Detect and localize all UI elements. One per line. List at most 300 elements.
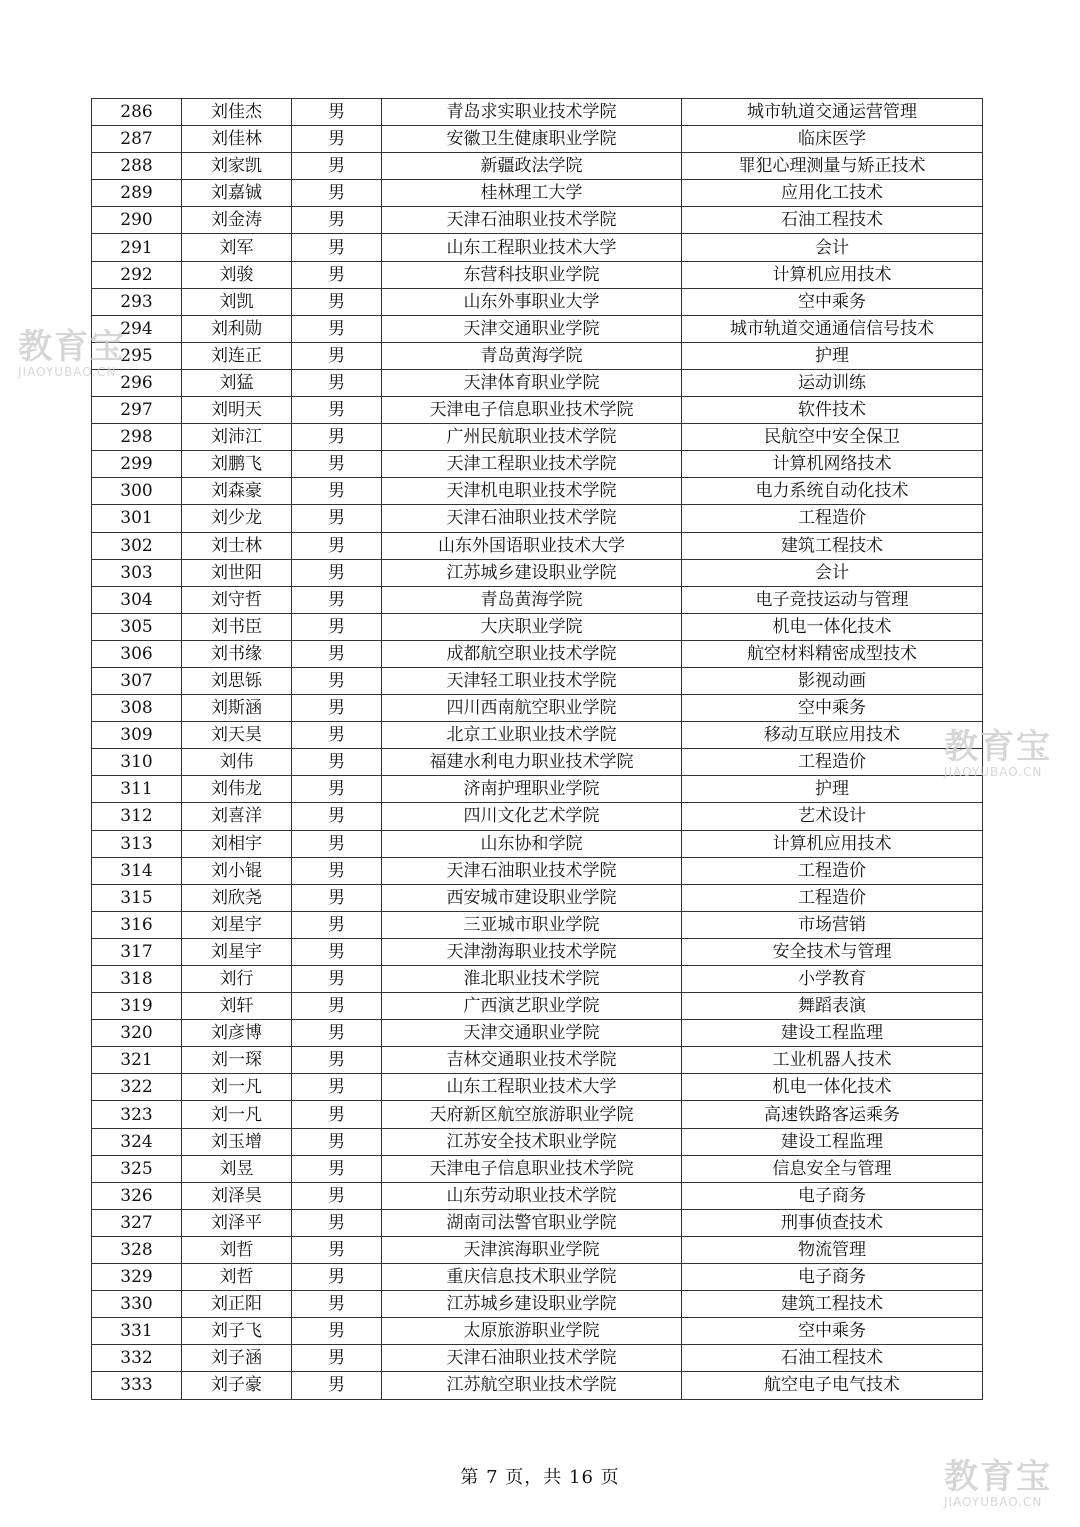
major-cell: 移动互联应用技术	[682, 722, 983, 749]
student-name-cell: 刘伟龙	[182, 776, 292, 803]
row-number-cell: 287	[92, 126, 182, 153]
student-name-cell: 刘森豪	[182, 478, 292, 505]
major-cell: 物流管理	[682, 1236, 983, 1263]
table-row	[92, 1345, 983, 1372]
student-name-cell: 刘士林	[182, 532, 292, 559]
gender-cell: 男	[292, 803, 382, 830]
major-cell: 石油工程技术	[682, 1345, 983, 1372]
gender-cell: 男	[292, 1291, 382, 1318]
student-name-cell: 刘凯	[182, 288, 292, 315]
row-number-cell: 318	[92, 966, 182, 993]
major-cell: 工程造价	[682, 505, 983, 532]
major-cell: 软件技术	[682, 397, 983, 424]
gender-cell: 男	[292, 1047, 382, 1074]
student-name-cell: 刘明天	[182, 397, 292, 424]
major-cell: 运动训练	[682, 369, 983, 396]
institution-cell: 青岛黄海学院	[382, 586, 682, 613]
gender-cell: 男	[292, 532, 382, 559]
table-row	[92, 532, 983, 559]
table-row	[92, 559, 983, 586]
major-cell: 临床医学	[682, 126, 983, 153]
major-cell: 护理	[682, 776, 983, 803]
table-row	[92, 1209, 983, 1236]
table-row	[92, 397, 983, 424]
institution-cell: 天津石油职业技术学院	[382, 857, 682, 884]
gender-cell: 男	[292, 938, 382, 965]
row-number-cell: 298	[92, 424, 182, 451]
gender-cell: 男	[292, 1318, 382, 1345]
table-row	[92, 857, 983, 884]
table-row	[92, 586, 983, 613]
student-name-cell: 刘一凡	[182, 1101, 292, 1128]
student-name-cell: 刘猛	[182, 369, 292, 396]
table-row	[92, 126, 983, 153]
row-number-cell: 316	[92, 911, 182, 938]
major-cell: 工业机器人技术	[682, 1047, 983, 1074]
major-cell: 航空材料精密成型技术	[682, 640, 983, 667]
table-row	[92, 315, 983, 342]
gender-cell: 男	[292, 911, 382, 938]
table-row	[92, 695, 983, 722]
gender-cell: 男	[292, 640, 382, 667]
gender-cell: 男	[292, 1209, 382, 1236]
row-number-cell: 333	[92, 1372, 182, 1399]
watermark-brand: 教育宝	[944, 727, 1052, 767]
major-cell: 舞蹈表演	[682, 993, 983, 1020]
institution-cell: 成都航空职业技术学院	[382, 640, 682, 667]
student-name-cell: 刘哲	[182, 1236, 292, 1263]
gender-cell: 男	[292, 261, 382, 288]
row-number-cell: 288	[92, 153, 182, 180]
major-cell: 空中乘务	[682, 288, 983, 315]
institution-cell: 吉林交通职业技术学院	[382, 1047, 682, 1074]
row-number-cell: 332	[92, 1345, 182, 1372]
major-cell: 电子商务	[682, 1264, 983, 1291]
major-cell: 罪犯心理测量与矫正技术	[682, 153, 983, 180]
gender-cell: 男	[292, 99, 382, 126]
institution-cell: 天津交通职业学院	[382, 315, 682, 342]
row-number-cell: 297	[92, 397, 182, 424]
student-name-cell: 刘子涵	[182, 1345, 292, 1372]
student-name-cell: 刘书臣	[182, 613, 292, 640]
institution-cell: 天津电子信息职业技术学院	[382, 397, 682, 424]
student-name-cell: 刘轩	[182, 993, 292, 1020]
major-cell: 城市轨道交通运营管理	[682, 99, 983, 126]
student-name-cell: 刘行	[182, 966, 292, 993]
row-number-cell: 302	[92, 532, 182, 559]
roster-body	[92, 99, 983, 1400]
row-number-cell: 290	[92, 207, 182, 234]
major-cell: 电子竞技运动与管理	[682, 586, 983, 613]
table-row	[92, 993, 983, 1020]
row-number-cell: 294	[92, 315, 182, 342]
major-cell: 工程造价	[682, 749, 983, 776]
institution-cell: 江苏安全技术职业学院	[382, 1128, 682, 1155]
student-name-cell: 刘相宇	[182, 830, 292, 857]
student-name-cell: 刘天昊	[182, 722, 292, 749]
row-number-cell: 327	[92, 1209, 182, 1236]
gender-cell: 男	[292, 1236, 382, 1263]
table-row	[92, 749, 983, 776]
major-cell: 建设工程监理	[682, 1128, 983, 1155]
institution-cell: 天津石油职业技术学院	[382, 1345, 682, 1372]
row-number-cell: 322	[92, 1074, 182, 1101]
institution-cell: 青岛黄海学院	[382, 342, 682, 369]
institution-cell: 青岛求实职业技术学院	[382, 99, 682, 126]
watermark-brand: 教育宝	[18, 327, 126, 367]
row-number-cell: 300	[92, 478, 182, 505]
institution-cell: 山东外事职业大学	[382, 288, 682, 315]
table-row	[92, 1074, 983, 1101]
major-cell: 计算机应用技术	[682, 830, 983, 857]
major-cell: 建设工程监理	[682, 1020, 983, 1047]
institution-cell: 天津体育职业学院	[382, 369, 682, 396]
institution-cell: 山东劳动职业技术学院	[382, 1182, 682, 1209]
table-row	[92, 1182, 983, 1209]
institution-cell: 桂林理工大学	[382, 180, 682, 207]
institution-cell: 天津工程职业技术学院	[382, 451, 682, 478]
major-cell: 工程造价	[682, 857, 983, 884]
student-name-cell: 刘斯涵	[182, 695, 292, 722]
row-number-cell: 289	[92, 180, 182, 207]
major-cell: 计算机应用技术	[682, 261, 983, 288]
student-name-cell: 刘沛江	[182, 424, 292, 451]
student-name-cell: 刘星宇	[182, 911, 292, 938]
page-footer: 第 7 页，共 16 页	[460, 1467, 620, 1488]
row-number-cell: 314	[92, 857, 182, 884]
gender-cell: 男	[292, 1074, 382, 1101]
student-name-cell: 刘金涛	[182, 207, 292, 234]
institution-cell: 太原旅游职业学院	[382, 1318, 682, 1345]
institution-cell: 山东工程职业技术大学	[382, 234, 682, 261]
major-cell: 空中乘务	[682, 695, 983, 722]
row-number-cell: 308	[92, 695, 182, 722]
gender-cell: 男	[292, 993, 382, 1020]
institution-cell: 天津石油职业技术学院	[382, 505, 682, 532]
major-cell: 计算机网络技术	[682, 451, 983, 478]
institution-cell: 大庆职业学院	[382, 613, 682, 640]
institution-cell: 天津石油职业技术学院	[382, 207, 682, 234]
gender-cell: 男	[292, 722, 382, 749]
gender-cell: 男	[292, 1264, 382, 1291]
table-row	[92, 884, 983, 911]
major-cell: 空中乘务	[682, 1318, 983, 1345]
row-number-cell: 305	[92, 613, 182, 640]
gender-cell: 男	[292, 695, 382, 722]
student-name-cell: 刘书缘	[182, 640, 292, 667]
gender-cell: 男	[292, 884, 382, 911]
gender-cell: 男	[292, 1182, 382, 1209]
gender-cell: 男	[292, 1345, 382, 1372]
student-name-cell: 刘泽平	[182, 1209, 292, 1236]
institution-cell: 天津轻工职业技术学院	[382, 667, 682, 694]
major-cell: 信息安全与管理	[682, 1155, 983, 1182]
institution-cell: 山东工程职业技术大学	[382, 1074, 682, 1101]
row-number-cell: 286	[92, 99, 182, 126]
student-name-cell: 刘喜洋	[182, 803, 292, 830]
row-number-cell: 306	[92, 640, 182, 667]
row-number-cell: 304	[92, 586, 182, 613]
major-cell: 刑事侦查技术	[682, 1209, 983, 1236]
major-cell: 影视动画	[682, 667, 983, 694]
table-row	[92, 911, 983, 938]
institution-cell: 安徽卫生健康职业学院	[382, 126, 682, 153]
row-number-cell: 293	[92, 288, 182, 315]
gender-cell: 男	[292, 830, 382, 857]
table-row	[92, 1155, 983, 1182]
student-name-cell: 刘正阳	[182, 1291, 292, 1318]
major-cell: 城市轨道交通通信信号技术	[682, 315, 983, 342]
table-row	[92, 1372, 983, 1399]
student-name-cell: 刘哲	[182, 1264, 292, 1291]
gender-cell: 男	[292, 424, 382, 451]
row-number-cell: 330	[92, 1291, 182, 1318]
institution-cell: 三亚城市职业学院	[382, 911, 682, 938]
roster-table	[91, 98, 983, 1400]
table-row	[92, 803, 983, 830]
institution-cell: 天津电子信息职业技术学院	[382, 1155, 682, 1182]
gender-cell: 男	[292, 180, 382, 207]
student-name-cell: 刘军	[182, 234, 292, 261]
table-row	[92, 1264, 983, 1291]
institution-cell: 西安城市建设职业学院	[382, 884, 682, 911]
row-number-cell: 307	[92, 667, 182, 694]
watermark-domain: JIAOYUBAO.CN	[18, 365, 117, 379]
major-cell: 机电一体化技术	[682, 613, 983, 640]
table-row	[92, 966, 983, 993]
table-row	[92, 261, 983, 288]
row-number-cell: 311	[92, 776, 182, 803]
table-row	[92, 234, 983, 261]
student-name-cell: 刘昱	[182, 1155, 292, 1182]
row-number-cell: 303	[92, 559, 182, 586]
row-number-cell: 292	[92, 261, 182, 288]
table-row	[92, 180, 983, 207]
watermark-logo	[18, 327, 126, 379]
institution-cell: 天府新区航空旅游职业学院	[382, 1101, 682, 1128]
student-name-cell: 刘伟	[182, 749, 292, 776]
student-name-cell: 刘守哲	[182, 586, 292, 613]
student-name-cell: 刘星宇	[182, 938, 292, 965]
row-number-cell: 301	[92, 505, 182, 532]
table-row	[92, 613, 983, 640]
row-number-cell: 317	[92, 938, 182, 965]
row-number-cell: 326	[92, 1182, 182, 1209]
gender-cell: 男	[292, 342, 382, 369]
gender-cell: 男	[292, 505, 382, 532]
row-number-cell: 325	[92, 1155, 182, 1182]
major-cell: 电力系统自动化技术	[682, 478, 983, 505]
institution-cell: 东营科技职业学院	[382, 261, 682, 288]
institution-cell: 江苏城乡建设职业学院	[382, 1291, 682, 1318]
institution-cell: 湖南司法警官职业学院	[382, 1209, 682, 1236]
institution-cell: 天津滨海职业学院	[382, 1236, 682, 1263]
gender-cell: 男	[292, 369, 382, 396]
institution-cell: 新疆政法学院	[382, 153, 682, 180]
student-name-cell: 刘少龙	[182, 505, 292, 532]
major-cell: 电子商务	[682, 1182, 983, 1209]
student-name-cell: 刘子豪	[182, 1372, 292, 1399]
institution-cell: 广州民航职业技术学院	[382, 424, 682, 451]
table-row	[92, 1318, 983, 1345]
major-cell: 建筑工程技术	[682, 1291, 983, 1318]
gender-cell: 男	[292, 126, 382, 153]
table-row	[92, 776, 983, 803]
major-cell: 艺术设计	[682, 803, 983, 830]
table-row	[92, 1101, 983, 1128]
major-cell: 建筑工程技术	[682, 532, 983, 559]
student-name-cell: 刘佳杰	[182, 99, 292, 126]
student-name-cell: 刘连正	[182, 342, 292, 369]
student-name-cell: 刘嘉铖	[182, 180, 292, 207]
institution-cell: 北京工业职业技术学院	[382, 722, 682, 749]
table-row	[92, 1047, 983, 1074]
gender-cell: 男	[292, 451, 382, 478]
major-cell: 工程造价	[682, 884, 983, 911]
student-name-cell: 刘佳林	[182, 126, 292, 153]
institution-cell: 山东协和学院	[382, 830, 682, 857]
row-number-cell: 313	[92, 830, 182, 857]
student-name-cell: 刘泽昊	[182, 1182, 292, 1209]
table-row	[92, 288, 983, 315]
gender-cell: 男	[292, 1372, 382, 1399]
institution-cell: 福建水利电力职业技术学院	[382, 749, 682, 776]
row-number-cell: 310	[92, 749, 182, 776]
row-number-cell: 291	[92, 234, 182, 261]
gender-cell: 男	[292, 667, 382, 694]
table-row	[92, 478, 983, 505]
institution-cell: 四川西南航空职业学院	[382, 695, 682, 722]
major-cell: 护理	[682, 342, 983, 369]
major-cell: 航空电子电气技术	[682, 1372, 983, 1399]
gender-cell: 男	[292, 234, 382, 261]
major-cell: 会计	[682, 559, 983, 586]
student-name-cell: 刘思铄	[182, 667, 292, 694]
institution-cell: 江苏城乡建设职业学院	[382, 559, 682, 586]
row-number-cell: 329	[92, 1264, 182, 1291]
row-number-cell: 328	[92, 1236, 182, 1263]
gender-cell: 男	[292, 586, 382, 613]
row-number-cell: 331	[92, 1318, 182, 1345]
table-row	[92, 1236, 983, 1263]
table-row	[92, 424, 983, 451]
row-number-cell: 321	[92, 1047, 182, 1074]
major-cell: 市场营销	[682, 911, 983, 938]
student-name-cell: 刘家凯	[182, 153, 292, 180]
gender-cell: 男	[292, 1101, 382, 1128]
table-row	[92, 1291, 983, 1318]
gender-cell: 男	[292, 1128, 382, 1155]
major-cell: 会计	[682, 234, 983, 261]
row-number-cell: 309	[92, 722, 182, 749]
institution-cell: 天津机电职业技术学院	[382, 478, 682, 505]
institution-cell: 天津交通职业学院	[382, 1020, 682, 1047]
watermark-brand: 教育宝	[944, 1457, 1052, 1497]
institution-cell: 重庆信息技术职业学院	[382, 1264, 682, 1291]
gender-cell: 男	[292, 1155, 382, 1182]
institution-cell: 天津渤海职业技术学院	[382, 938, 682, 965]
table-row	[92, 1020, 983, 1047]
gender-cell: 男	[292, 966, 382, 993]
major-cell: 机电一体化技术	[682, 1074, 983, 1101]
institution-cell: 济南护理职业学院	[382, 776, 682, 803]
student-name-cell: 刘欣尧	[182, 884, 292, 911]
gender-cell: 男	[292, 478, 382, 505]
student-name-cell: 刘玉增	[182, 1128, 292, 1155]
major-cell: 石油工程技术	[682, 207, 983, 234]
gender-cell: 男	[292, 153, 382, 180]
row-number-cell: 295	[92, 342, 182, 369]
row-number-cell: 319	[92, 993, 182, 1020]
major-cell: 应用化工技术	[682, 180, 983, 207]
major-cell: 小学教育	[682, 966, 983, 993]
gender-cell: 男	[292, 315, 382, 342]
row-number-cell: 315	[92, 884, 182, 911]
watermark-logo	[944, 1457, 1052, 1509]
table-row	[92, 640, 983, 667]
row-number-cell: 323	[92, 1101, 182, 1128]
gender-cell: 男	[292, 1020, 382, 1047]
student-name-cell: 刘利勋	[182, 315, 292, 342]
institution-cell: 山东外国语职业技术大学	[382, 532, 682, 559]
student-name-cell: 刘子飞	[182, 1318, 292, 1345]
student-name-cell: 刘鹏飞	[182, 451, 292, 478]
student-name-cell: 刘骏	[182, 261, 292, 288]
row-number-cell: 312	[92, 803, 182, 830]
gender-cell: 男	[292, 613, 382, 640]
watermark-domain: JIAOYUBAO.CN	[944, 1495, 1043, 1509]
gender-cell: 男	[292, 207, 382, 234]
student-name-cell: 刘一凡	[182, 1074, 292, 1101]
institution-cell: 广西演艺职业学院	[382, 993, 682, 1020]
gender-cell: 男	[292, 559, 382, 586]
major-cell: 民航空中安全保卫	[682, 424, 983, 451]
student-name-cell: 刘彦博	[182, 1020, 292, 1047]
student-name-cell: 刘一琛	[182, 1047, 292, 1074]
watermark-logo	[944, 727, 1052, 779]
gender-cell: 男	[292, 397, 382, 424]
student-name-cell: 刘世阳	[182, 559, 292, 586]
table-row	[92, 938, 983, 965]
table-row	[92, 830, 983, 857]
gender-cell: 男	[292, 749, 382, 776]
gender-cell: 男	[292, 857, 382, 884]
table-row	[92, 1128, 983, 1155]
table-row	[92, 153, 983, 180]
table-row	[92, 369, 983, 396]
table-row	[92, 207, 983, 234]
row-number-cell: 299	[92, 451, 182, 478]
student-name-cell: 刘小锟	[182, 857, 292, 884]
table-row	[92, 99, 983, 126]
row-number-cell: 324	[92, 1128, 182, 1155]
gender-cell: 男	[292, 776, 382, 803]
major-cell: 高速铁路客运乘务	[682, 1101, 983, 1128]
table-row	[92, 667, 983, 694]
institution-cell: 江苏航空职业技术学院	[382, 1372, 682, 1399]
table-row	[92, 722, 983, 749]
institution-cell: 四川文化艺术学院	[382, 803, 682, 830]
major-cell: 安全技术与管理	[682, 938, 983, 965]
watermark-domain: JIAOYUBAO.CN	[944, 765, 1043, 779]
table-row	[92, 505, 983, 532]
row-number-cell: 296	[92, 369, 182, 396]
table-row	[92, 342, 983, 369]
institution-cell: 淮北职业技术学院	[382, 966, 682, 993]
table-row	[92, 451, 983, 478]
gender-cell: 男	[292, 288, 382, 315]
row-number-cell: 320	[92, 1020, 182, 1047]
